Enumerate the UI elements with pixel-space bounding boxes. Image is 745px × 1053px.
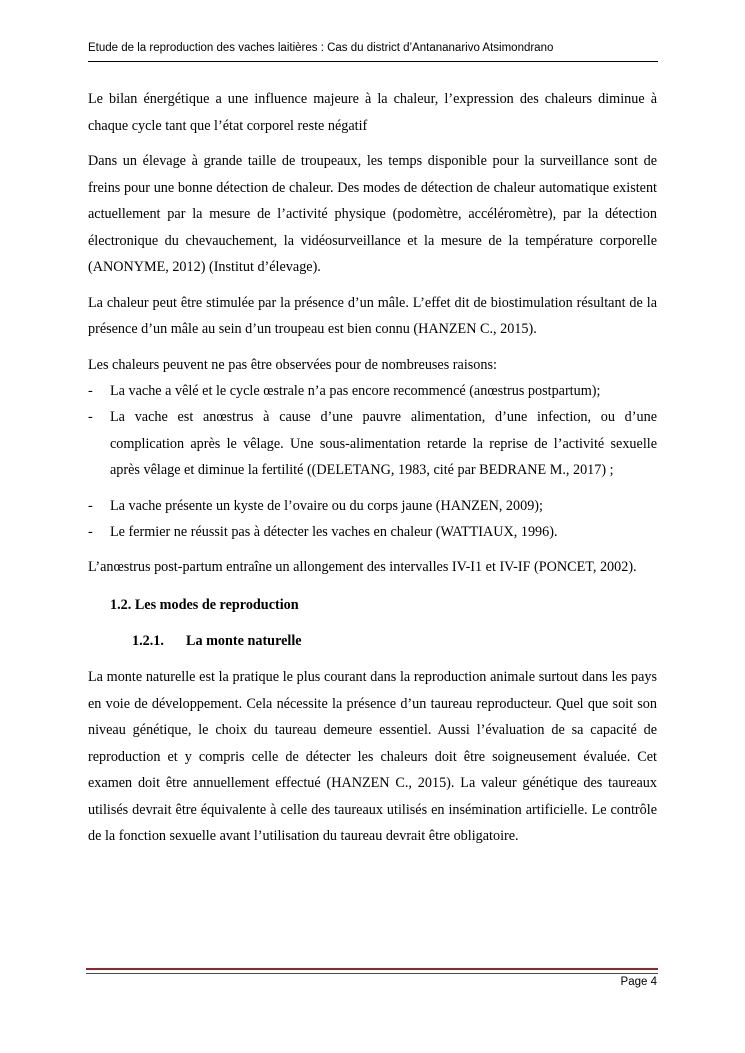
paragraph-energy-balance: Le bilan énergétique a une influence majeure à la chaleur, l’expression des chaleurs diminue à chaque cycle tant que l’état corporel reste négatif (88, 91, 657, 134)
subsection-number: 1.2.1. (132, 633, 164, 649)
footer-divider-thin (86, 973, 658, 974)
page-body (88, 86, 657, 859)
list-item-text: La vache a vêlé et le cycle œstrale n’a pas encore recommencé (anœstrus postpartum); (110, 383, 601, 399)
paragraph-natural-mating: La monte naturelle est la pratique le plus courant dans la reproduction animale surtout dans les pays en voie de développement. Cela nécessite la présence d’un taureau reproducteur. Quel que soit son niveau génétique, le choix du taureau demeure essentiel. Aussi l’évaluation de sa capacité de reproduction et y compris celle de détecter les chaleurs doit être soigneusement évaluée. Cet examen doit être annuellement effectué (HANZEN C., 2015). La valeur génétique des taureaux utilisés devrait être équivalente à celle des taureaux utilisés en insémination artificielle. Le contrôle de la fonction sexuelle avant l’utilisation du taureau devrait être obligatoire. (88, 669, 657, 844)
header-divider (88, 61, 658, 62)
paragraph-biostimulation: La chaleur peut être stimulée par la présence d’un mâle. L’effet dit de biostimulation résultant de la présence d’un mâle au sein d’un troupeau est bien connu (HANZEN C., 2015). (88, 294, 657, 337)
list-dash: - (88, 523, 93, 540)
list-item (88, 378, 657, 404)
footer-divider-thick (86, 968, 658, 970)
paragraph-heat-detection: Dans un élevage à grande taille de troupeaux, les temps disponible pour la surveillance sont de freins pour une bonne détection de chaleur. Des modes de détection de chaleur automatique existent actuellement par la mesure de l’activité physique (podomètre, accéléromètre), par la détection électronique du chevauchement, la vidéosurveillance et la mesure de la température corporelle (ANONYME, 2012) (Institut d’élevage). (88, 153, 657, 275)
list-item-text: La vache présente un kyste de l’ovaire ou du corps jaune (HANZEN, 2009); (110, 497, 543, 514)
list-dash: - (88, 383, 93, 399)
section-heading: 1.2. Les modes de reproduction (110, 597, 299, 613)
list-dash: - (88, 409, 93, 425)
list-item-text: Le fermier ne réussit pas à détecter les vaches en chaleur (WATTIAUX, 1996). (110, 523, 558, 540)
list-item (88, 519, 657, 545)
subsection-title: La monte naturelle (186, 633, 302, 649)
list-item (88, 493, 657, 519)
list-item-text: La vache est anœstrus à cause d’une pauvre alimentation, d’une infection, ou d’une complication après le vêlage. Une sous-alimentation retarde la reprise de l’activité sexuelle après vêlage et diminue la fertilité ((DELETANG, 1983, cité par BEDRANE M., 2017) ; (110, 409, 657, 478)
paragraph-postpartum: L’anœstrus post-partum entraîne un allongement des intervalles IV-I1 et IV-IF (PONCET, 2002). (88, 558, 637, 575)
list-dash: - (88, 497, 93, 514)
list-item (88, 404, 657, 484)
reasons-list (88, 378, 657, 545)
paragraph-list-intro: Les chaleurs peuvent ne pas être observées pour de nombreuses raisons: (88, 356, 497, 373)
page-number: Page 4 (620, 976, 657, 988)
running-header: Etude de la reproduction des vaches laitières : Cas du district d’Antananarivo Atsimondrano (88, 42, 554, 54)
subsection-heading (88, 628, 657, 654)
